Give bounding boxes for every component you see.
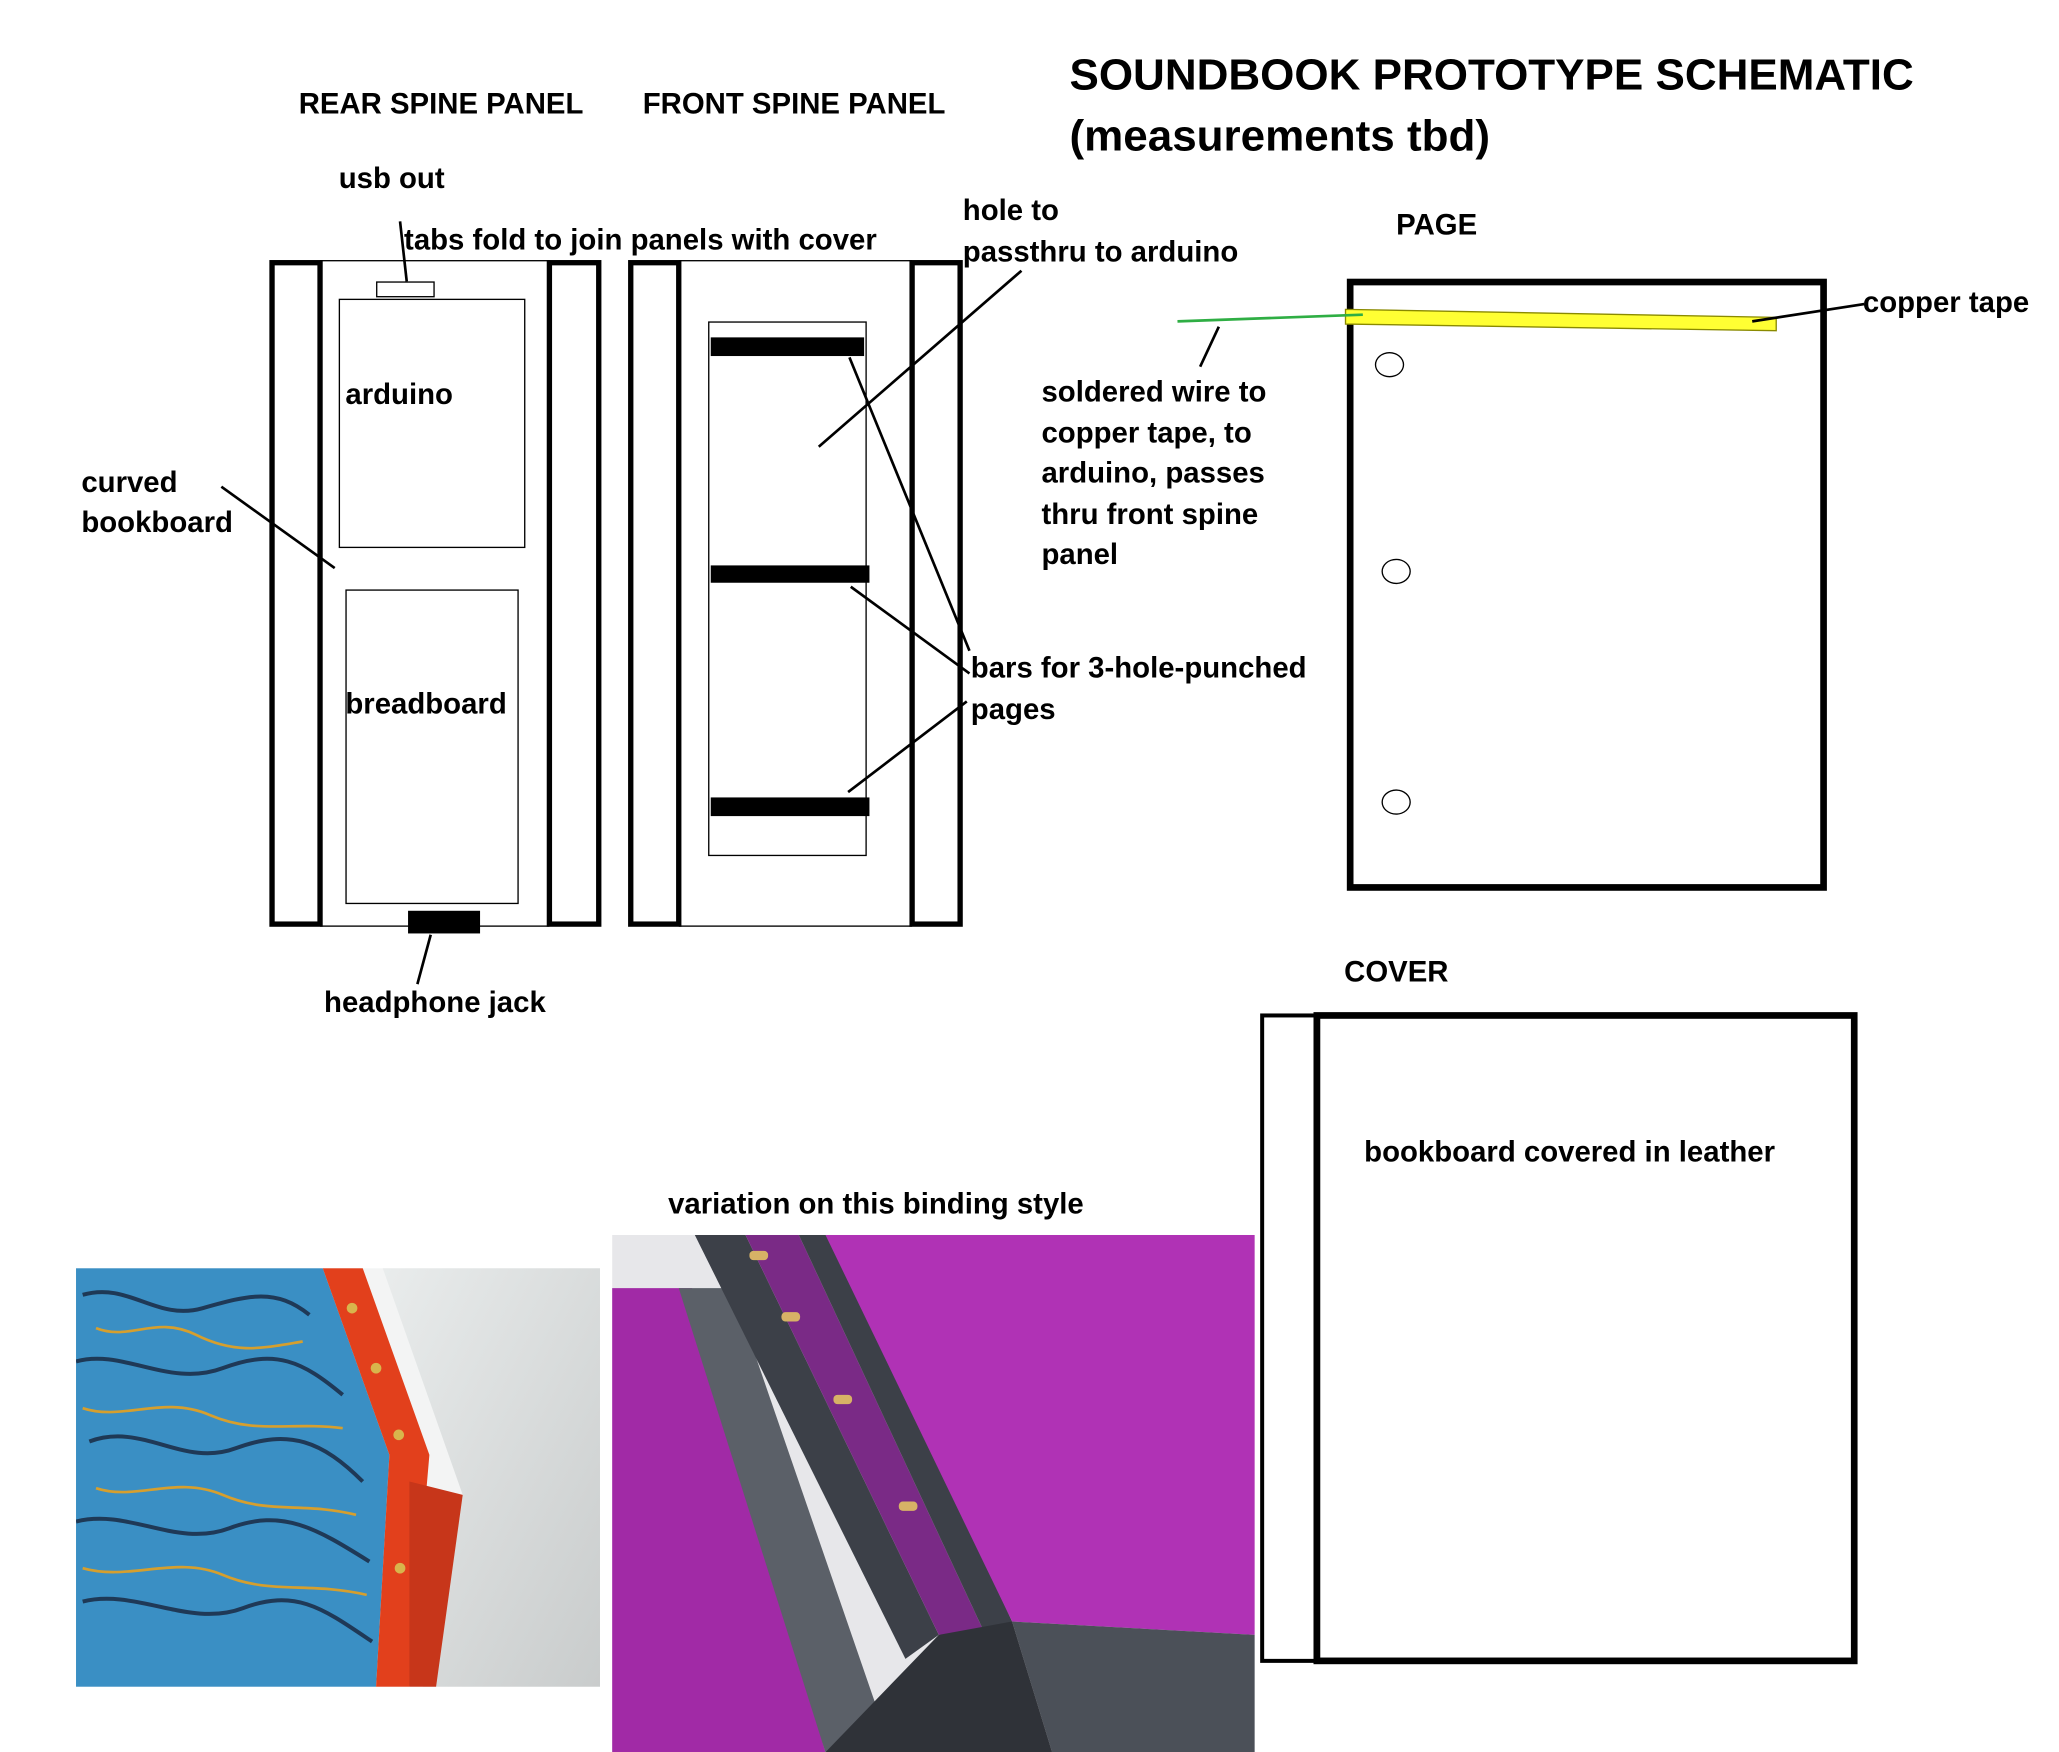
hole-label-line2: passthru to arduino bbox=[962, 234, 1239, 269]
bookboard-leader bbox=[221, 487, 334, 568]
arduino-label: arduino bbox=[345, 377, 453, 411]
hole-label-line1: hole to bbox=[962, 193, 1059, 227]
bookboard-label-line2: bookboard bbox=[81, 505, 233, 539]
usb-out-label: usb out bbox=[338, 161, 445, 195]
copper-tape bbox=[1346, 309, 1777, 330]
photo-caption: variation on this binding style bbox=[668, 1186, 1084, 1221]
cover-heading: COVER bbox=[1344, 954, 1449, 989]
wire-label-line3: arduino, passes bbox=[1041, 456, 1265, 490]
bars-label-line1: bars for 3-hole-punched bbox=[970, 650, 1307, 685]
wire-leader bbox=[1200, 327, 1219, 367]
wire-label-line2: copper tape, to bbox=[1041, 416, 1252, 450]
page-title: SOUNDBOOK PROTOTYPE SCHEMATIC bbox=[1069, 49, 1914, 99]
wire-label-line5: panel bbox=[1041, 537, 1119, 571]
wire-label-line4: thru front spine bbox=[1041, 497, 1259, 531]
soldered-wire bbox=[1177, 315, 1362, 322]
copper-leader bbox=[1752, 304, 1864, 321]
bars-leader-bottom bbox=[848, 701, 967, 792]
bookboard-label-line1: curved bbox=[81, 465, 178, 499]
headphone-leader bbox=[417, 935, 430, 984]
page-subtitle: (measurements tbd) bbox=[1069, 110, 1491, 161]
cover-label: bookboard covered in leather bbox=[1364, 1134, 1775, 1169]
bars-leader-middle bbox=[851, 587, 970, 674]
breadboard-label: breadboard bbox=[345, 686, 507, 721]
photo-purple-binding bbox=[612, 1235, 1255, 1752]
rear-panel-heading: REAR SPINE PANEL bbox=[298, 86, 584, 121]
page-heading: PAGE bbox=[1396, 208, 1478, 242]
wire-label-line1: soldered wire to bbox=[1041, 374, 1267, 409]
tabs-label: tabs fold to join panels with cover bbox=[404, 222, 877, 257]
front-panel-heading: FRONT SPINE PANEL bbox=[642, 86, 946, 121]
bars-label-line2: pages bbox=[970, 692, 1056, 726]
copper-tape-label: copper tape bbox=[1862, 285, 2030, 319]
photo-marbled-binding bbox=[76, 1268, 600, 1687]
bars-leader-top bbox=[849, 357, 969, 650]
headphone-jack-label: headphone jack bbox=[324, 985, 546, 1019]
